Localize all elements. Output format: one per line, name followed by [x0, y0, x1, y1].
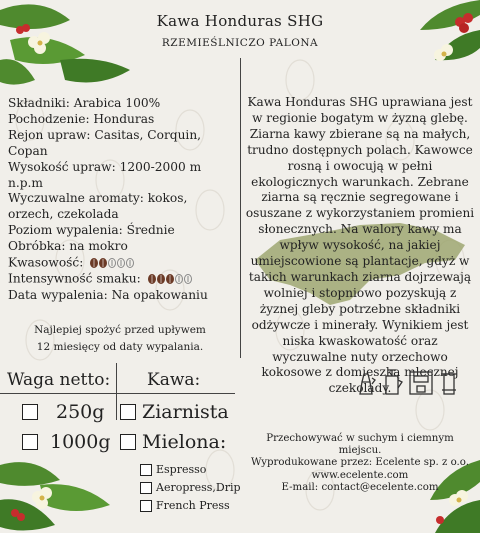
espresso-label: Espresso [156, 463, 207, 476]
table-header-divider [0, 393, 235, 394]
french-press-checkbox[interactable] [140, 500, 152, 512]
french-press-icon [386, 370, 402, 394]
bean-filled-icon [99, 258, 107, 268]
intensity-bean-rating [148, 271, 193, 287]
producer-website[interactable]: www.ecelente.com [311, 469, 409, 481]
coffee-type-heading: Kawa: [147, 370, 201, 390]
aeropress-icon [441, 374, 457, 394]
grind-option-espresso[interactable] [140, 463, 206, 476]
best-before-note: Najlepiej spożyć przed upływem 12 miesięcy od daty wypalania. [34, 324, 206, 353]
intensity-label: Intensywność smaku: [8, 271, 141, 286]
espresso-checkbox[interactable] [140, 464, 152, 476]
coffee-option-beans[interactable] [120, 401, 229, 423]
net-weight-heading: Waga netto: [7, 370, 111, 390]
spec-aromas: Wyczuwalne aromaty: kokos, orzech, czekolada [8, 191, 188, 222]
product-title: Kawa Honduras SHG [156, 12, 324, 30]
table-vertical-divider [116, 363, 117, 420]
french-press-label: French Press [156, 499, 230, 512]
producer-name: Wyprodukowane przez: Ecelente sp. z o.o. [251, 457, 469, 469]
weight-option-250g[interactable] [22, 401, 104, 423]
bean-empty-icon [184, 274, 192, 284]
weight-1000g-checkbox[interactable] [22, 434, 38, 450]
weight-250g-label: 250g [56, 401, 105, 423]
column-divider [240, 58, 241, 358]
bean-empty-icon [108, 258, 116, 268]
bean-empty-icon [126, 258, 134, 268]
grind-option-french-press[interactable] [140, 499, 230, 512]
beans-checkbox[interactable] [120, 404, 136, 420]
weight-option-1000g[interactable] [22, 431, 111, 453]
aeropress-drip-label: Aeropress,Drip [156, 481, 241, 494]
weight-250g-checkbox[interactable] [22, 404, 38, 420]
ground-checkbox[interactable] [120, 434, 136, 450]
spec-roast-date: Data wypalenia: Na opakowaniu [8, 287, 208, 302]
ground-label: Mielona: [142, 431, 227, 453]
espresso-machine-icon [410, 372, 432, 394]
spec-list [8, 96, 234, 304]
product-subtitle: RZEMIEŚLNICZO PALONA [161, 37, 319, 49]
beans-label: Ziarnista [142, 401, 229, 423]
brewing-methods-icons [356, 368, 466, 396]
producer-email[interactable]: E-mail: contact@ecelente.com [281, 481, 439, 493]
spec-origin: Pochodzenie: Honduras [8, 111, 155, 126]
spec-intensity [8, 271, 234, 287]
bean-filled-icon [90, 258, 98, 268]
acidity-label: Kwasowość: [8, 255, 84, 270]
spec-roast-level: Poziom wypalenia: Średnie [8, 223, 175, 238]
coffee-plant-decoration-bottom-left [0, 455, 115, 533]
aeropress-drip-checkbox[interactable] [140, 482, 152, 494]
bean-empty-icon [175, 274, 183, 284]
bean-empty-icon [117, 258, 125, 268]
bean-filled-icon [157, 274, 165, 284]
spec-process: Obróbka: na mokro [8, 239, 128, 254]
bean-filled-icon [148, 274, 156, 284]
spec-ingredients: Składniki: Arabica 100% [8, 96, 161, 110]
spec-acidity [8, 255, 234, 271]
acidity-bean-rating [90, 255, 135, 271]
moka-pot-icon [360, 374, 375, 394]
grind-option-aeropress-drip[interactable] [140, 481, 241, 494]
coffee-option-ground[interactable] [120, 431, 226, 453]
storage-info [250, 433, 470, 494]
bean-filled-icon [166, 274, 174, 284]
spec-altitude: Wysokość upraw: 1200-2000 m n.p.m [8, 159, 202, 190]
weight-1000g-label: 1000g [50, 431, 111, 453]
storage-instruction: Przechowywać w suchym i ciemnym miejscu. [266, 433, 454, 457]
spec-region: Rejon upraw: Casitas, Corquin, Copan [8, 127, 202, 158]
product-description: Kawa Honduras SHG uprawiana jest w regionie bogatym w żyzną glebę. Ziarna kawy zbierane są na małych, trudno dostępnych polach. Kawowce rosną i owocują w pełni ekologicznych warunkach. Zebrane ziarna są ręcznie segregowane i osuszane z wykorzystaniem promieni słonecznych. Na walory kawy ma wpływ wysokość, na jakiej umiejscowione są plantacje, gdyż w takich warunkach ziarna dojrzewają wolniej i stopniowo pozyskują z żyznej gleby potrzebne składniki odżywcze i minerały. Wynikiem jest niska kwaskowatość oraz wyczuwalne nuty orzechowo kokosowe z domieszką mlecznej czekolady. [245, 95, 475, 396]
